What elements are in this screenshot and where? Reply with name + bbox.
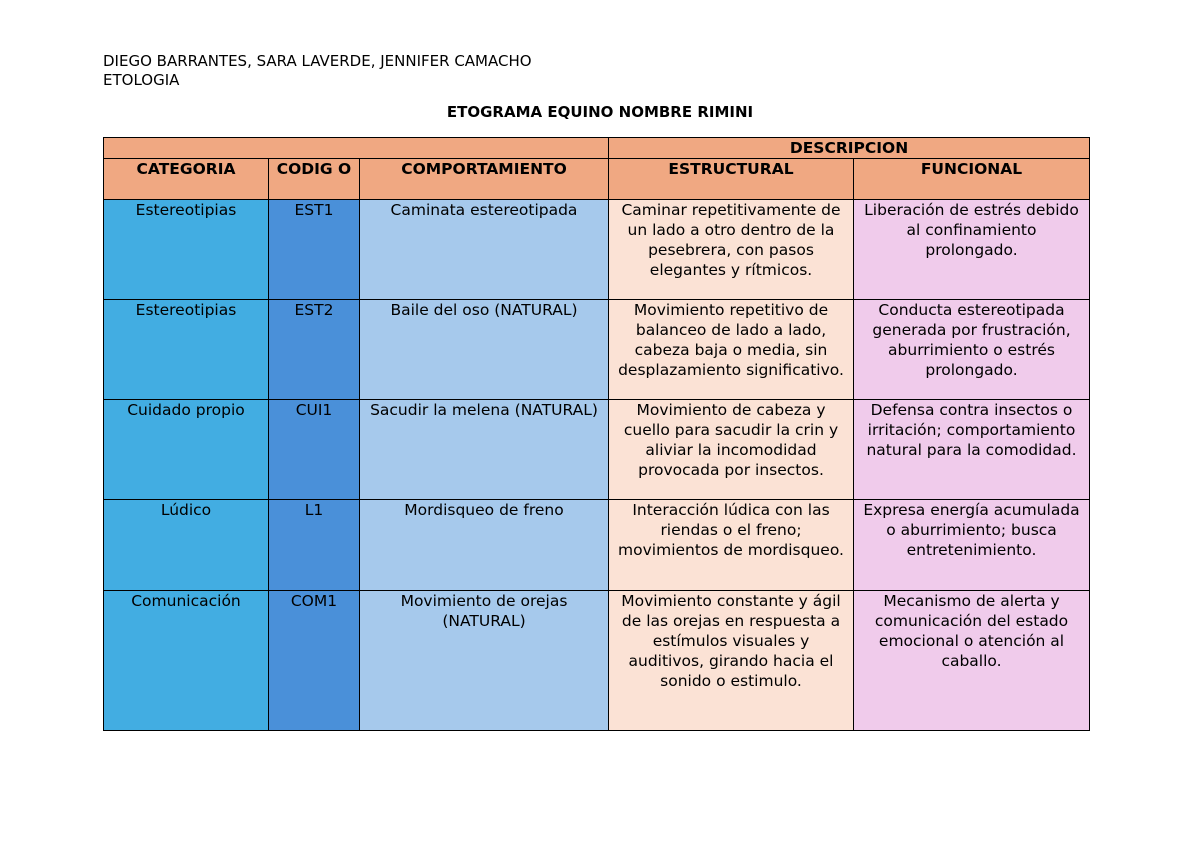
descripcion-header: DESCRIPCION [609, 138, 1090, 159]
cell-comportamiento: Mordisqueo de freno [360, 500, 609, 591]
authors-line: DIEGO BARRANTES, SARA LAVERDE, JENNIFER CAMACHO [103, 52, 532, 70]
header-blank-cell [104, 138, 609, 159]
table-header-row [104, 159, 1090, 200]
cell-funcional: Expresa energía acumulada o aburrimiento; busca entretenimiento. [854, 500, 1090, 591]
col-header-codigo: CODIG O [269, 159, 360, 200]
cell-estructural: Caminar repetitivamente de un lado a otro dentro de la pesebrera, con pasos elegantes y rítmicos. [609, 200, 854, 300]
table-row [104, 591, 1090, 731]
cell-categoria: Comunicación [104, 591, 269, 731]
document-header [103, 52, 532, 90]
cell-codigo: L1 [269, 500, 360, 591]
etogram-table [103, 137, 1090, 731]
cell-estructural: Movimiento repetitivo de balanceo de lado a lado, cabeza baja o media, sin desplazamiento significativo. [609, 300, 854, 400]
col-header-categoria: CATEGORIA [104, 159, 269, 200]
cell-funcional: Mecanismo de alerta y comunicación del estado emocional o atención al caballo. [854, 591, 1090, 731]
table-group-header-row [104, 138, 1090, 159]
cell-codigo: CUI1 [269, 400, 360, 500]
cell-categoria: Estereotipias [104, 300, 269, 400]
document-title: ETOGRAMA EQUINO NOMBRE RIMINI [446, 103, 754, 121]
cell-categoria: Cuidado propio [104, 400, 269, 500]
cell-categoria: Estereotipias [104, 200, 269, 300]
cell-comportamiento: Caminata estereotipada [360, 200, 609, 300]
col-header-comportamiento: COMPORTAMIENTO [360, 159, 609, 200]
cell-estructural: Interacción lúdica con las riendas o el freno; movimientos de mordisqueo. [609, 500, 854, 591]
table-row [104, 500, 1090, 591]
cell-funcional: Conducta estereotipada generada por frustración, aburrimiento o estrés prolongado. [854, 300, 1090, 400]
cell-categoria: Lúdico [104, 500, 269, 591]
cell-funcional: Defensa contra insectos o irritación; comportamiento natural para la comodidad. [854, 400, 1090, 500]
cell-comportamiento: Baile del oso (NATURAL) [360, 300, 609, 400]
cell-codigo: EST1 [269, 200, 360, 300]
cell-codigo: EST2 [269, 300, 360, 400]
cell-codigo: COM1 [269, 591, 360, 731]
table-row [104, 400, 1090, 500]
cell-comportamiento: Sacudir la melena (NATURAL) [360, 400, 609, 500]
subject-line: ETOLOGIA [103, 71, 180, 89]
table-row [104, 200, 1090, 300]
cell-funcional: Liberación de estrés debido al confinamiento prolongado. [854, 200, 1090, 300]
col-header-estructural: ESTRUCTURAL [609, 159, 854, 200]
table-row [104, 300, 1090, 400]
cell-estructural: Movimiento constante y ágil de las orejas en respuesta a estímulos visuales y auditivos, girando hacia el sonido o estimulo. [609, 591, 854, 731]
col-header-funcional: FUNCIONAL [854, 159, 1090, 200]
cell-comportamiento: Movimiento de orejas (NATURAL) [360, 591, 609, 731]
cell-estructural: Movimiento de cabeza y cuello para sacudir la crin y aliviar la incomodidad provocada por insectos. [609, 400, 854, 500]
